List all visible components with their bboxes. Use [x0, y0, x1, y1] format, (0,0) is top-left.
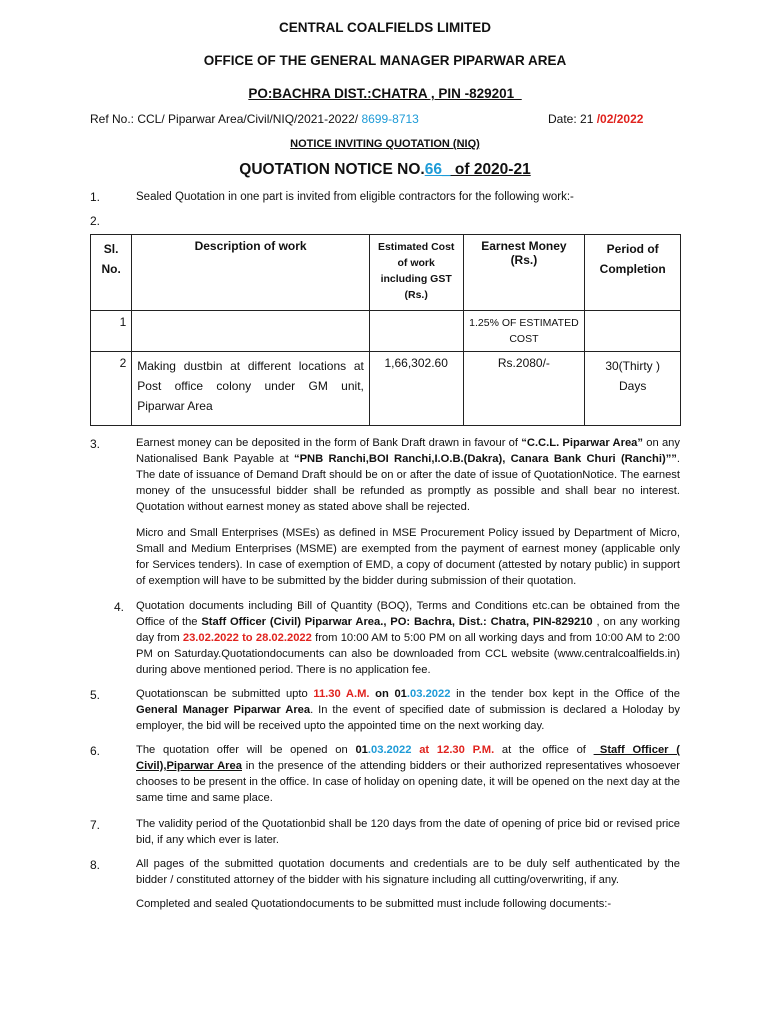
- paragraph-8: All pages of the submitted quotation documents and credentials are to be duly self authenticated by the bidder / constituted attorney of the bidder with his signature including all cutting/overwriting, if any.: [136, 858, 680, 886]
- works-table: [90, 234, 681, 426]
- cell-sl: 1: [91, 311, 132, 352]
- paragraph-5: Quotationscan be submitted upto 11.30 A.M. on 01.03.2022 in the tender box kept in the Office of the General Manager Piparwar Area. In the event of specified date of submission is declared a Holoday by employer, the bid will be received upto the appointed time on the next working day.: [136, 688, 680, 732]
- cell-earnest-money: 1.25% OF ESTIMATED COST: [463, 311, 585, 352]
- item-number: 8.: [90, 858, 101, 872]
- item-number: 2.: [90, 214, 101, 228]
- header-estimated-cost: Estimated Cost of work including GST (Rs.): [369, 235, 463, 311]
- item-number: 3.: [90, 437, 101, 451]
- cell-description: Making dustbin at different locations at Post office colony under GM unit, Piparwar Area: [132, 352, 370, 426]
- cell-period: [585, 311, 681, 352]
- paragraph-1: Sealed Quotation in one part is invited from eligible contractors for the following work:-: [136, 191, 574, 203]
- office-name: OFFICE OF THE GENERAL MANAGER PIPARWAR AREA: [203, 53, 567, 68]
- item-number: 1.: [90, 190, 101, 204]
- reference-number: Ref No.: CCL/ Piparwar Area/Civil/NIQ/2021-2022/ 8699-8713: [90, 112, 419, 126]
- item-number: 4.: [114, 600, 125, 614]
- item-number: 7.: [90, 818, 101, 832]
- paragraph-4: Quotation documents including Bill of Quantity (BOQ), Terms and Conditions etc.can be obtained from the Office of the Staff Officer (Civil) Piparwar Area., PO: Bachra, Dist.: Chatra, PIN-829210 , on any working day from 23.02.2022 to 28.02.2022 from 10:00 AM to 5:00 PM on all working days and from 10:00 AM to 2:00 PM on Saturday.Quotationdocuments can also be downloaded from CCL website (www.centralcoalfields.in) during above mentioned period. There is no application fee.: [136, 600, 680, 676]
- niq-label: NOTICE INVITING QUOTATION (NIQ): [290, 138, 480, 150]
- paragraph-7: The validity period of the Quotationbid shall be 120 days from the date of opening of price bid or revised price bid, if any which ever is later.: [136, 818, 680, 846]
- header-earnest-money: Earnest Money (Rs.): [463, 235, 585, 311]
- cell-earnest-money: Rs.2080/-: [463, 352, 585, 426]
- cell-cost: [369, 311, 463, 352]
- cell-cost: 1,66,302.60: [369, 352, 463, 426]
- item-number: 5.: [90, 688, 101, 702]
- office-address: PO:BACHRA DIST.:CHATRA , PIN -829201_: [248, 86, 522, 101]
- item-number: 6.: [90, 744, 101, 758]
- paragraph-6: The quotation offer will be opened on 01.03.2022 at 12.30 P.M. at the office of _Staff Officer ( Civil),Piparwar Area in the presence of the attending bidders or their authorized representatives whosoever chooses to be present in the office. In case of holiday on opening date, it will be opened on the next day at the same time and same place.: [136, 744, 681, 804]
- header-sl-no: Sl. No.: [91, 235, 132, 311]
- cell-sl: 2: [91, 352, 132, 426]
- company-name: CENTRAL COALFIELDS LIMITED: [279, 20, 491, 35]
- table-header-row: [91, 235, 681, 311]
- cell-description: [132, 311, 370, 352]
- notice-number: 66_: [424, 161, 451, 178]
- cell-period: 30(Thirty ) Days: [585, 352, 681, 426]
- quotation-notice-title: QUOTATION NOTICE NO.66_ of 2020-21: [239, 161, 531, 178]
- table-row: [91, 311, 681, 352]
- header-period: Period of Completion: [585, 235, 681, 311]
- header-description: Description of work: [132, 235, 370, 311]
- paragraph-3: Earnest money can be deposited in the form of Bank Draft drawn in favour of “C.C.L. Piparwar Area” on any Nationalised Bank Payable at “PNB Ranchi,BOI Ranchi,I.O.B.(Dakra), Canara Bank Churi (Ranchi)””. The date of issuance of Demand Draft should be on or after the date of issue of QuotationNotice. The earnest money of the unsucessful bidder shall be refunded as promptly as possible and shall bear no interest. Quotation without earnest money as stated above shall be rejected.: [136, 437, 680, 513]
- notice-date: Date: 21 /02/2022: [548, 112, 644, 126]
- reference-serial: 8699-8713: [361, 112, 419, 126]
- paragraph-8-documents: Completed and sealed Quotationdocuments to be submitted must include following documents:-: [136, 898, 612, 910]
- paragraph-mse: Micro and Small Enterprises (MSEs) as defined in MSE Procurement Policy issued by Department of Micro, Small and Medium Enterprises (MSME) are exempted from the payment of earnest money (applicable only for Services tenders). In case of exemption of EMD, a copy of document (attested by notary public) in support of exemption will have to be submitted by the bidder during submission of their quotation.: [136, 527, 680, 587]
- table-row: [91, 352, 681, 426]
